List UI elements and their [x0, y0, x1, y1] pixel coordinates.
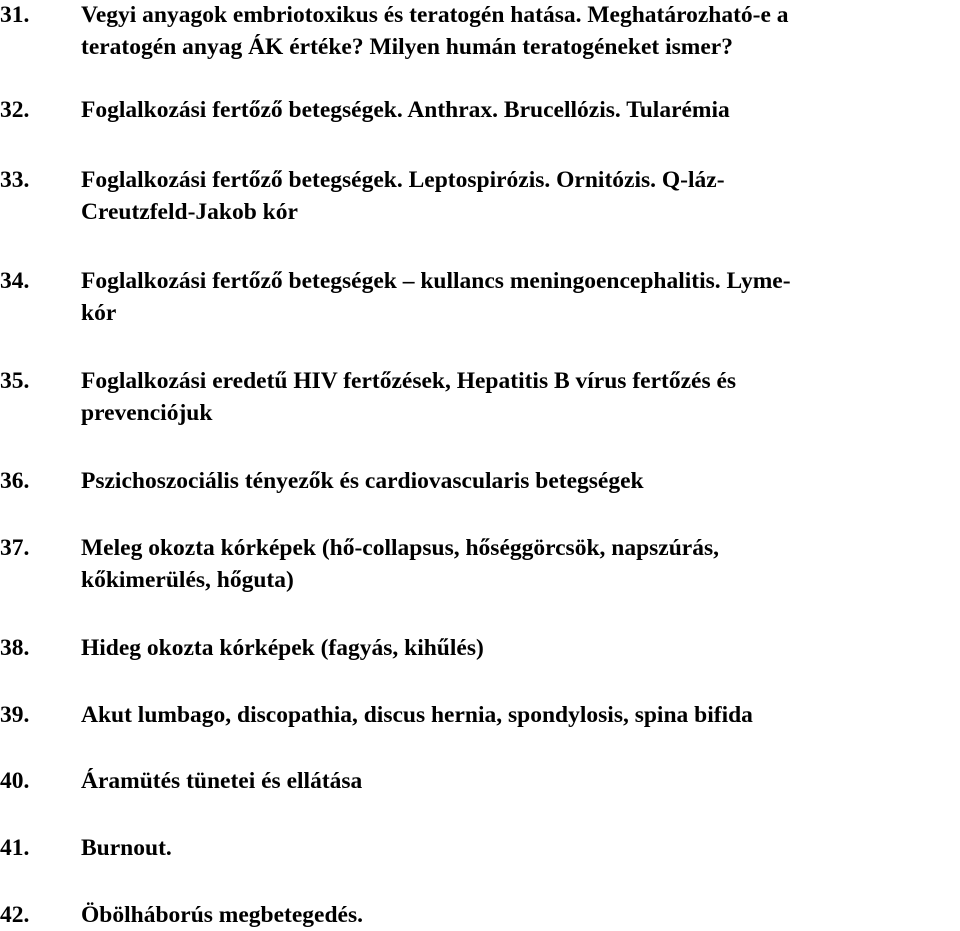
item-number: 36. — [0, 468, 30, 494]
item-text: Hideg okozta kórképek (fagyás, kihűlés) — [81, 635, 484, 661]
item-number: 31. — [0, 2, 30, 28]
item-text: Foglalkozási eredetű HIV fertőzések, Hepatitis B vírus fertőzés és prevenciójuk — [81, 368, 737, 426]
item-number: 39. — [0, 702, 30, 728]
item-number: 35. — [0, 368, 30, 394]
item-text: Foglalkozási fertőző betegségek. Anthrax. Brucellózis. Tularémia — [81, 97, 730, 123]
item-text: Burnout. — [81, 835, 172, 861]
item-number: 33. — [0, 167, 30, 193]
item-text: Vegyi anyagok embriotoxikus és teratogén hatása. Meghatározható-e a teratogén anyag ÁK értéke? Milyen humán teratogéneket ismer? — [81, 2, 789, 60]
item-number: 38. — [0, 635, 30, 661]
item-text: Akut lumbago, discopathia, discus hernia, spondylosis, spina bifida — [81, 702, 753, 728]
item-text: Meleg okozta kórképek (hő-collapsus, hőséggörcsök, napszúrás, kőkimerülés, hőguta) — [81, 535, 720, 593]
item-number: 42. — [0, 902, 30, 928]
item-number: 41. — [0, 835, 30, 861]
item-text: Foglalkozási fertőző betegségek. Leptospirózis. Ornitózis. Q-láz- Creutzfeld-Jakob kór — [81, 167, 725, 225]
item-number: 37. — [0, 535, 30, 561]
item-text: Pszichoszociális tényezők és cardiovascularis betegségek — [81, 468, 644, 494]
item-number: 40. — [0, 768, 30, 794]
item-number: 34. — [0, 268, 30, 294]
item-text: Foglalkozási fertőző betegségek – kullancs meningoencephalitis. Lyme- kór — [81, 268, 791, 326]
item-text: Öbölháborús megbetegedés. — [81, 902, 363, 928]
item-text: Áramütés tünetei és ellátása — [81, 768, 363, 794]
item-number: 32. — [0, 97, 30, 123]
